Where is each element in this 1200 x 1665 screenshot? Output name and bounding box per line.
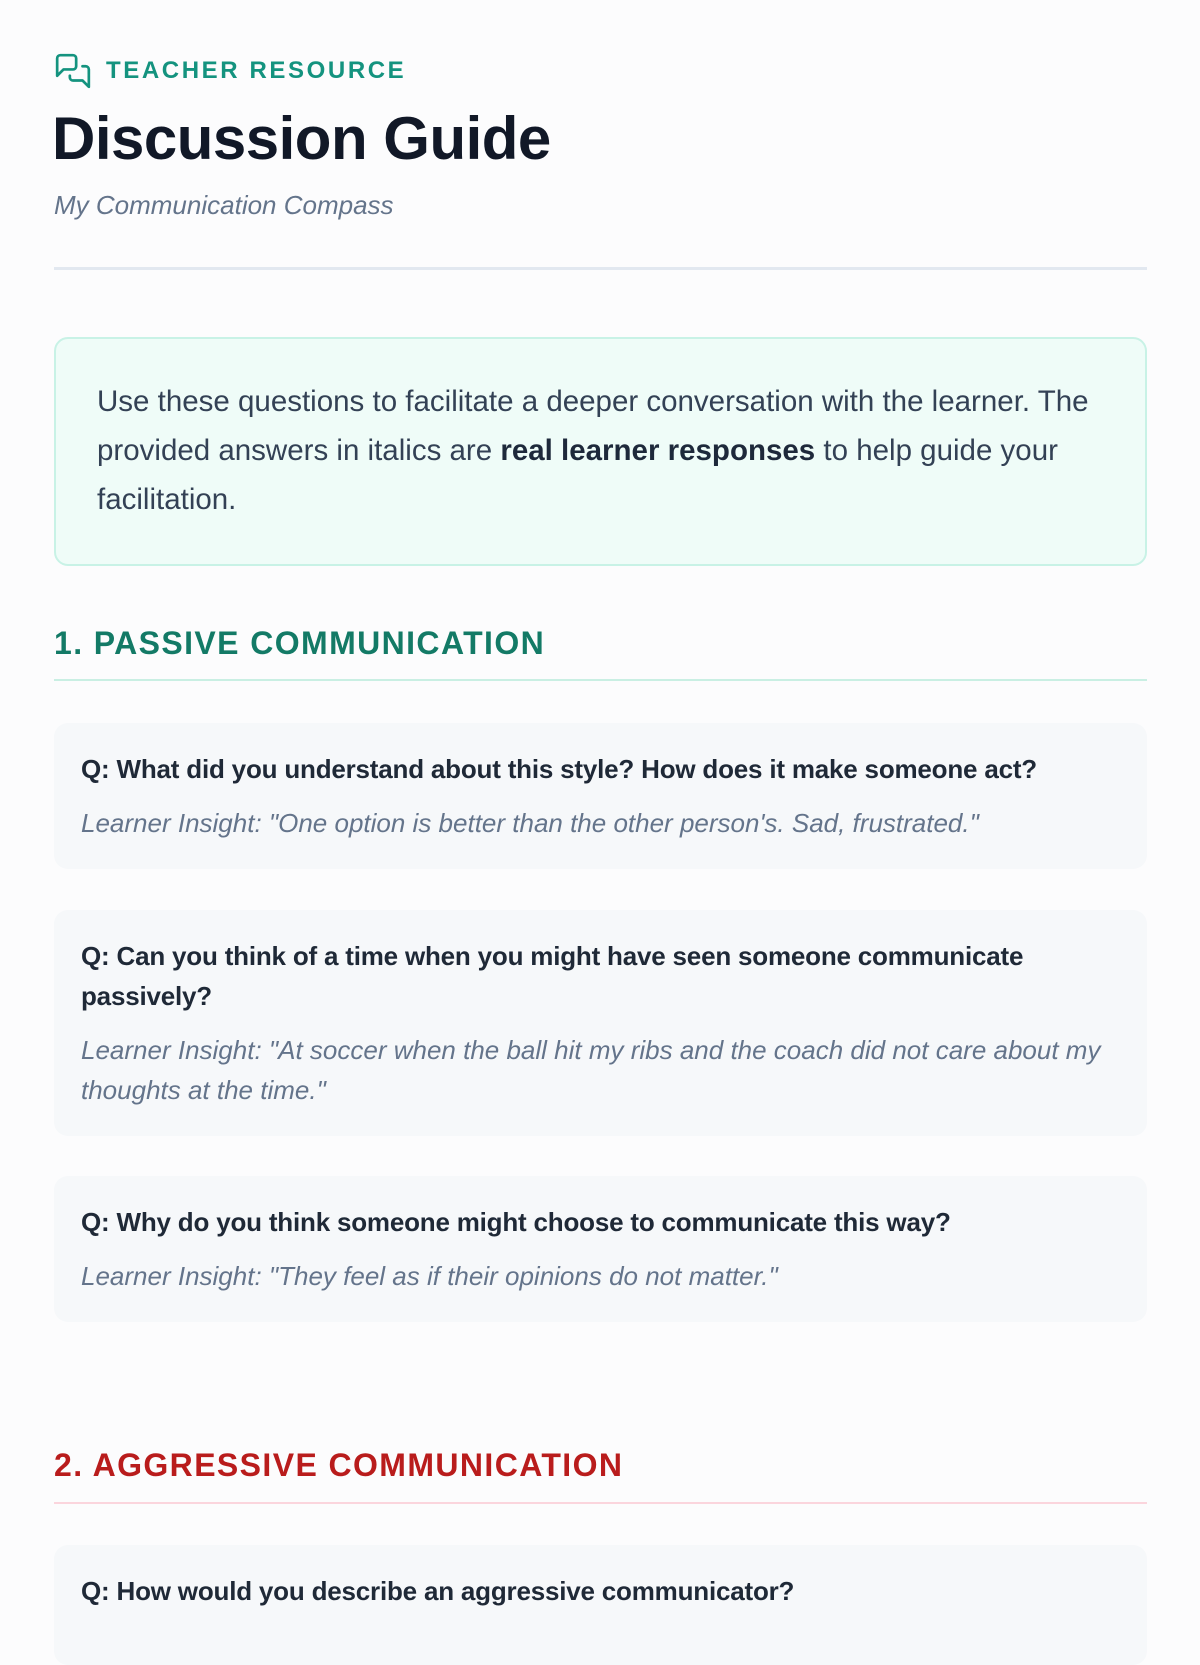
eyebrow <box>54 52 406 90</box>
section-divider <box>54 679 1147 681</box>
section-divider <box>54 1502 1147 1504</box>
qa-card <box>54 910 1147 1136</box>
chat-bubbles-icon <box>54 52 92 90</box>
question: Q: What did you understand about this style? How does it make someone act? <box>81 754 1037 784</box>
qa-card <box>54 723 1147 869</box>
header-divider <box>54 267 1147 270</box>
intro-emphasis: real learner responses <box>500 434 816 467</box>
learner-insight: Learner Insight: "At soccer when the ball hit my ribs and the coach did not care about my thoughts at the time." <box>81 1035 1101 1105</box>
section-title: 2. AGGRESSIVE COMMUNICATION <box>54 1447 624 1483</box>
page-subtitle: My Communication Compass <box>54 190 394 220</box>
section-title: 1. PASSIVE COMMUNICATION <box>54 625 546 661</box>
qa-card <box>54 1176 1147 1322</box>
eyebrow-label: TEACHER RESOURCE <box>106 57 407 84</box>
intro-text-end: to help guide your facilitation. <box>97 434 1058 516</box>
intro-box <box>54 337 1147 566</box>
learner-insight: Learner Insight: "One option is better than the other person's. Sad, frustrated." <box>81 808 979 838</box>
qa-card <box>54 1545 1147 1665</box>
question: Q: How would you describe an aggressive communicator? <box>81 1576 795 1606</box>
intro-text: Use these questions to facilitate a deeper conversation with the learner. The provided answers in italics are <box>97 385 1089 467</box>
question: Q: Can you think of a time when you might have seen someone communicate passively? <box>81 941 1024 1011</box>
page-title: Discussion Guide <box>52 105 551 172</box>
question: Q: Why do you think someone might choose to communicate this way? <box>81 1207 951 1237</box>
learner-insight: Learner Insight: "They feel as if their opinions do not matter." <box>81 1261 778 1291</box>
